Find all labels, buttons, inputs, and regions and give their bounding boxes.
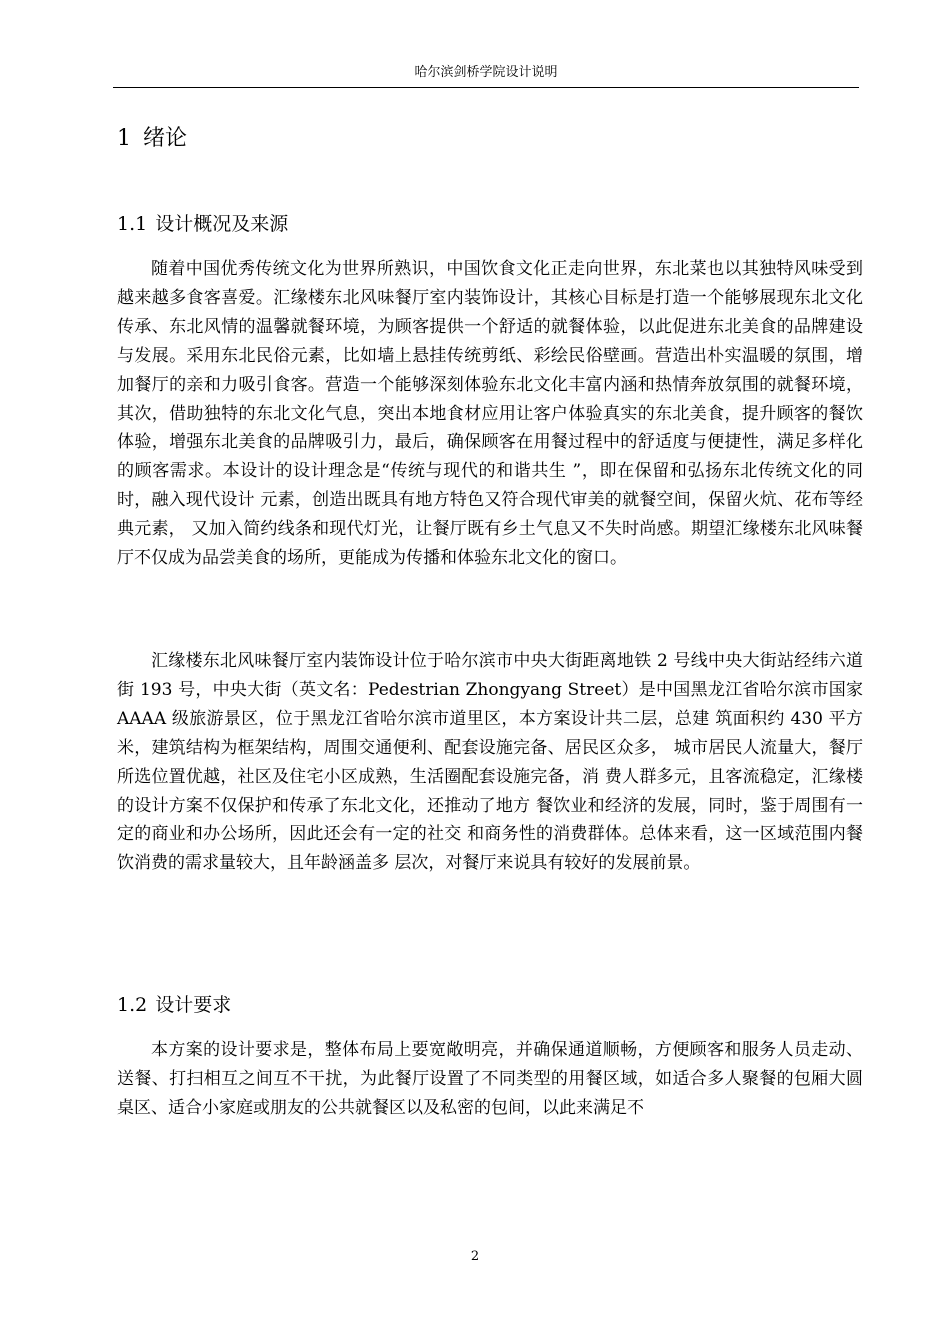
chapter-title xyxy=(117,121,187,157)
body-paragraph: 汇缘楼东北风味餐厅室内装饰设计位于哈尔滨市中央大街距离地铁 2 号线中央大街站经纬六道街 193 号，中央大街（英文名：Pedestrian Zhongyang Street）是中国黑龙江省哈尔滨市国家 AAAA 级旅游景区，位于黑龙江省哈尔滨市道里区，本方案设计共二层，总建 筑面积约 430 平方米，建筑结构为框架结构，周围交通便利、配套设施完备、居民区众多， 城市居民人流量大，餐厅所选位置优越，社区及住宅小区成熟，生活圈配套设施完备，消 费人群多元，且客流稳定，汇缘楼的设计方案不仅保护和传承了东北文化，还推动了地方 餐饮业和经济的发展，同时，鉴于周围有一定的商业和办公场所，因此还会有一定的社交 和商务性的消费群体。总体来看，这一区域范围内餐饮消费的需求量较大，且年龄涵盖多 层次，对餐厅来说具有较好的发展前景。 xyxy=(117,651,863,874)
page-header: 哈尔滨剑桥学院设计说明 xyxy=(414,65,558,80)
section-title-1-1 xyxy=(117,208,288,240)
chapter-title-text: 绪论 xyxy=(143,126,188,151)
page-number: 2 xyxy=(470,1249,480,1264)
body-paragraph: 随着中国优秀传统文化为世界所熟识，中国饮食文化正走向世界，东北菜也以其独特风味受到越来越多食客喜爱。汇缘楼东北风味餐厅室内装饰设计，其核心目标是打造一个能够展现东北文化传承、东北风情的温馨就餐环境，为顾客提供一个舒适的就餐体验，以此促进东北美食的品牌建设与发展。采用东北民俗元素，比如墙上悬挂传统剪纸、彩绘民俗壁画。营造出朴实温暖的氛围，增加餐厅的亲和力吸引食客。营造一个能够深刻体验东北文化丰富内涵和热情奔放氛围的就餐环境，其次，借助独特的东北文化气息，突出本地食材应用让客户体验真实的东北美食，提升顾客的餐饮体验，增强东北美食的品牌吸引力，最后，确保顾客在用餐过程中的舒适度与便捷性，满足多样化的顾客需求。本设计的设计理念是“传统与现代的和谐共生 ”，即在保留和弘扬东北传统文化的同时，融入现代设计 元素，创造出既具有地方特色又符合现代审美的就餐空间，保留火炕、花布等经典元素， 又加入简约线条和现代灯光，让餐厅既有乡土气息又不失时尚感。期望汇缘楼东北风味餐 厅不仅成为品尝美食的场所，更能成为传播和体验东北文化的窗口。 xyxy=(117,259,863,569)
section-title-text: 设计要求 xyxy=(155,994,232,1016)
section-title-text: 设计概况及来源 xyxy=(155,213,289,235)
header-divider xyxy=(113,87,859,88)
chapter-number: 1 xyxy=(117,126,131,151)
section-number: 1.2 xyxy=(117,994,148,1016)
section-title-1-2 xyxy=(117,989,231,1021)
section-number: 1.1 xyxy=(117,213,148,235)
body-paragraph: 本方案的设计要求是，整体布局上要宽敞明亮，并确保通道顺畅，方便顾客和服务人员走动、送餐、打扫相互之间互不干扰，为此餐厅设置了不同类型的用餐区域，如适合多人聚餐的包厢大圆桌区、适合小家庭或朋友的公共就餐区以及私密的包间，以此来满足不 xyxy=(117,1040,863,1118)
